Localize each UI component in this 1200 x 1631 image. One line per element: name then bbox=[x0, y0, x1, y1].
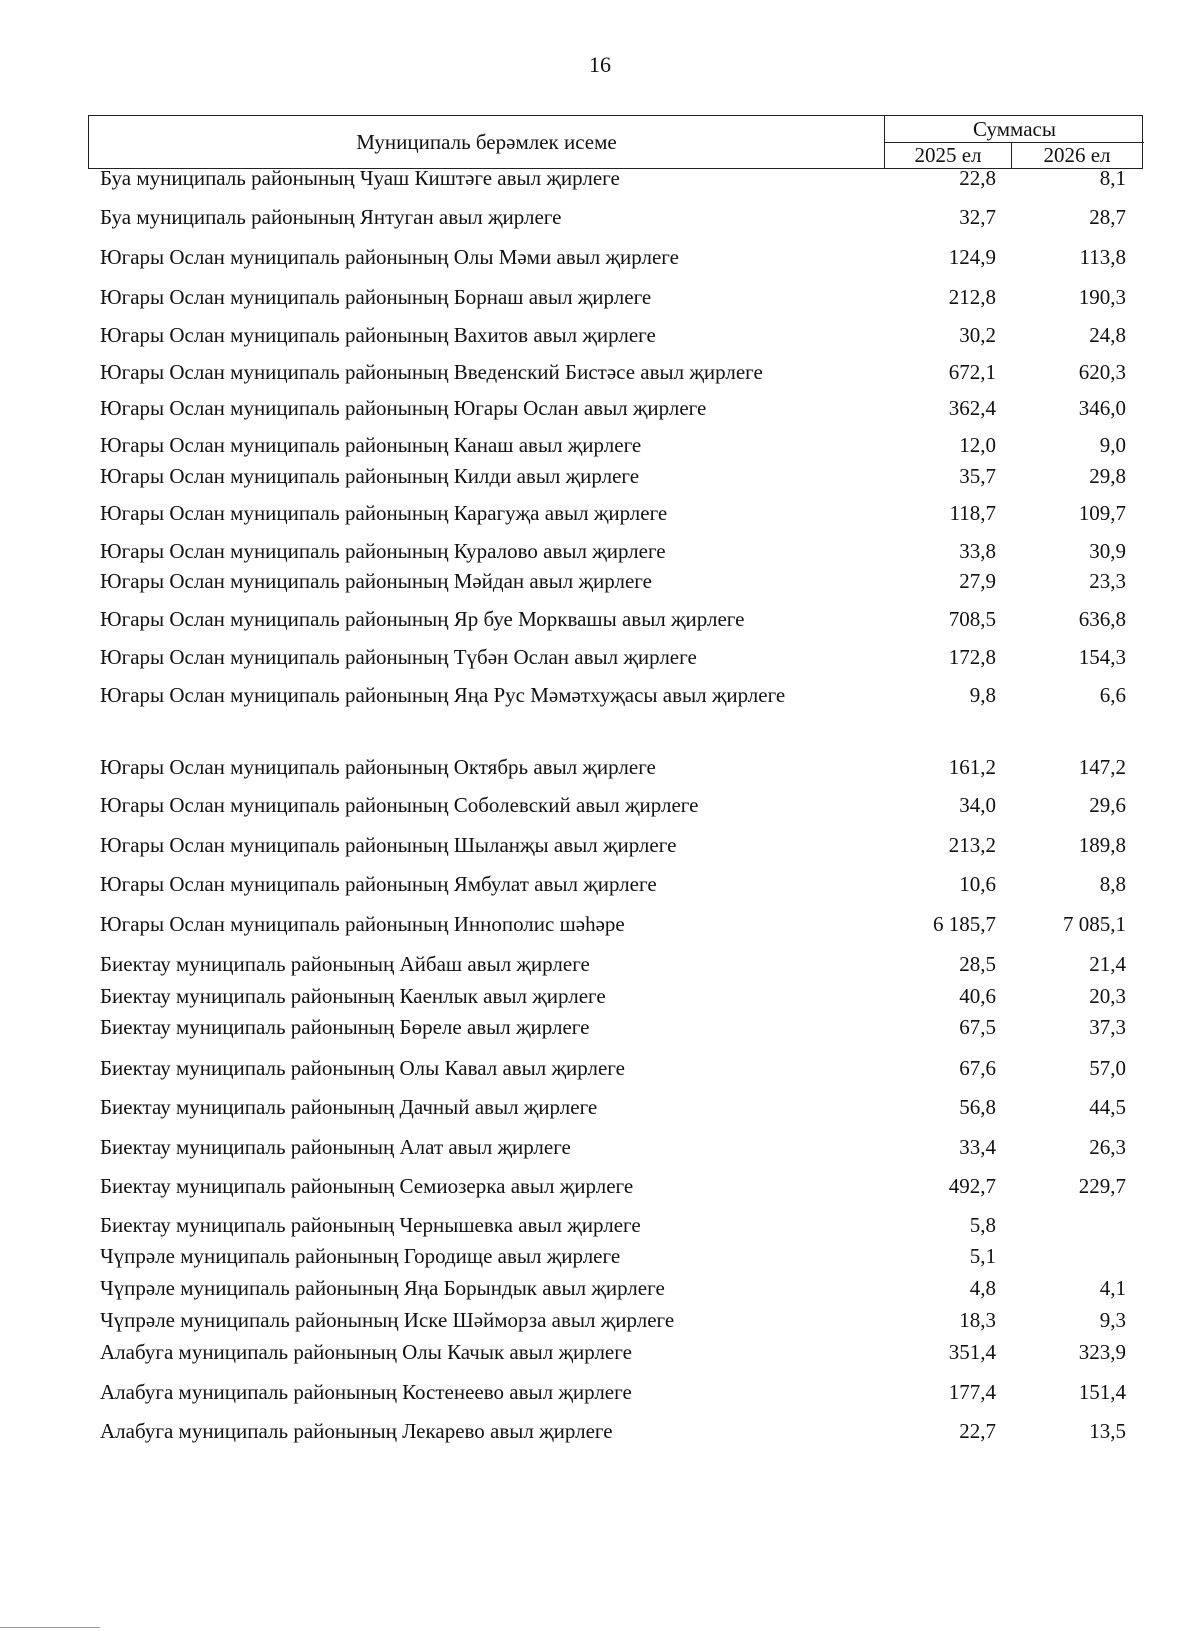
row-name: Югары Ослан муниципаль районының Шыланҗы авыл җирлеге bbox=[100, 833, 677, 857]
row-name: Югары Ослан муниципаль районының Яңа Рус Мәмәтхуҗасы авыл җирлеге bbox=[100, 683, 786, 707]
row-value-2025: 67,6 bbox=[959, 1056, 996, 1080]
row-value-2025: 351,4 bbox=[948, 1340, 996, 1364]
row-name: Биектау муниципаль районының Алат авыл җирлеге bbox=[100, 1135, 571, 1159]
row-name: Биектау муниципаль районының Чернышевка авыл җирлеге bbox=[100, 1213, 641, 1237]
row-name: Югары Ослан муниципаль районының Куралово авыл җирлеге bbox=[100, 539, 666, 563]
row-name: Алабуга муниципаль районының Костенеево авыл җирлеге bbox=[100, 1380, 632, 1404]
row-value-2025: 40,6 bbox=[959, 984, 996, 1008]
row-value-2026: 190,3 bbox=[1078, 285, 1126, 309]
row-value-2025: 161,2 bbox=[948, 755, 996, 779]
row-name: Югары Ослан муниципаль районының Вахитов авыл җирлеге bbox=[100, 323, 656, 347]
row-name: Югары Ослан муниципаль районының Ямбулат авыл җирлеге bbox=[100, 872, 657, 896]
row-name: Чүпрәле муниципаль районының Городище авыл җирлеге bbox=[100, 1244, 621, 1268]
row-value-2026: 229,7 bbox=[1078, 1174, 1126, 1198]
row-value-2026: 147,2 bbox=[1078, 755, 1126, 779]
row-value-2025: 22,7 bbox=[959, 1419, 996, 1443]
row-name: Биектау муниципаль районының Бөреле авыл җирлеге bbox=[100, 1015, 590, 1039]
row-value-2025: 124,9 bbox=[948, 245, 996, 269]
row-name: Биектау муниципаль районының Семиозерка авыл җирлеге bbox=[100, 1174, 634, 1198]
row-value-2026: 8,8 bbox=[1099, 872, 1126, 896]
row-value-2025: 9,8 bbox=[969, 683, 996, 707]
row-name: Югары Ослан муниципаль районының Түбән Ослан авыл җирлеге bbox=[100, 645, 697, 669]
row-name: Югары Ослан муниципаль районының Борнаш авыл җирлеге bbox=[100, 285, 652, 309]
row-value-2025: 35,7 bbox=[959, 464, 996, 488]
row-value-2026: 8,1 bbox=[1099, 166, 1126, 190]
row-value-2025: 672,1 bbox=[948, 360, 996, 384]
row-name: Алабуга муниципаль районының Лекарево авыл җирлеге bbox=[100, 1419, 613, 1443]
row-value-2026: 30,9 bbox=[1089, 539, 1126, 563]
row-value-2026: 189,8 bbox=[1078, 833, 1126, 857]
row-value-2025: 6 185,7 bbox=[933, 912, 996, 936]
row-value-2026: 346,0 bbox=[1078, 396, 1126, 420]
row-name: Югары Ослан муниципаль районының Яр буе Морквашы авыл җирлеге bbox=[100, 607, 745, 631]
row-value-2026: 6,6 bbox=[1099, 683, 1126, 707]
row-value-2025: 28,5 bbox=[959, 952, 996, 976]
row-value-2026: 113,8 bbox=[1079, 245, 1126, 269]
row-value-2025: 34,0 bbox=[959, 793, 996, 817]
row-value-2026: 154,3 bbox=[1078, 645, 1126, 669]
row-name: Биектау муниципаль районының Айбаш авыл җирлеге bbox=[100, 952, 590, 976]
row-value-2026: 109,7 bbox=[1078, 501, 1126, 525]
row-value-2025: 30,2 bbox=[959, 323, 996, 347]
row-name: Буа муниципаль районының Чуаш Киштәге авыл җирлеге bbox=[100, 166, 620, 190]
row-value-2025: 12,0 bbox=[959, 433, 996, 457]
row-value-2025: 22,8 bbox=[959, 166, 996, 190]
row-name: Буа муниципаль районының Янтуган авыл җирлеге bbox=[100, 205, 562, 229]
row-value-2026: 636,8 bbox=[1078, 607, 1126, 631]
row-value-2026: 13,5 bbox=[1089, 1419, 1126, 1443]
row-value-2025: 213,2 bbox=[948, 833, 996, 857]
column-header-2026: 2026 ел bbox=[1043, 143, 1111, 167]
column-header-name: Муниципаль берәмлек исеме bbox=[89, 116, 885, 168]
row-value-2026: 21,4 bbox=[1089, 952, 1126, 976]
page-number: 16 bbox=[589, 52, 611, 77]
row-value-2026: 37,3 bbox=[1089, 1015, 1126, 1039]
row-name: Югары Ослан муниципаль районының Мәйдан авыл җирлеге bbox=[100, 569, 652, 593]
row-value-2026: 620,3 bbox=[1078, 360, 1126, 384]
row-name: Югары Ослан муниципаль районының Олы Мәми авыл җирлеге bbox=[100, 245, 679, 269]
row-value-2026: 20,3 bbox=[1089, 984, 1126, 1008]
row-value-2025: 5,8 bbox=[969, 1213, 996, 1237]
row-value-2025: 27,9 bbox=[959, 569, 996, 593]
row-value-2026: 7 085,1 bbox=[1063, 912, 1126, 936]
row-value-2026: 44,5 bbox=[1089, 1095, 1126, 1119]
row-value-2026: 4,1 bbox=[1099, 1276, 1126, 1300]
row-value-2025: 33,8 bbox=[959, 539, 996, 563]
row-value-2025: 172,8 bbox=[948, 645, 996, 669]
row-value-2026: 151,4 bbox=[1078, 1380, 1126, 1404]
row-name: Биектау муниципаль районының Каенлык авыл җирлеге bbox=[100, 984, 606, 1008]
row-name: Югары Ослан муниципаль районының Соболевский авыл җирлеге bbox=[100, 793, 699, 817]
row-name: Биектау муниципаль районының Олы Кавал авыл җирлеге bbox=[100, 1056, 625, 1080]
row-value-2025: 5,1 bbox=[969, 1244, 996, 1268]
row-value-2025: 212,8 bbox=[948, 285, 996, 309]
table-header bbox=[88, 115, 1143, 169]
row-value-2026: 57,0 bbox=[1089, 1056, 1126, 1080]
row-value-2025: 118,7 bbox=[949, 501, 996, 525]
row-value-2026: 28,7 bbox=[1089, 205, 1126, 229]
row-name: Алабуга муниципаль районының Олы Качык авыл җирлеге bbox=[100, 1340, 632, 1364]
row-name: Югары Ослан муниципаль районының Иннополис шәһәре bbox=[100, 912, 625, 936]
row-value-2026: 29,8 bbox=[1089, 464, 1126, 488]
row-value-2026: 23,3 bbox=[1089, 569, 1126, 593]
row-value-2025: 492,7 bbox=[948, 1174, 996, 1198]
row-name: Чүпрәле муниципаль районының Яңа Борындык авыл җирлеге bbox=[100, 1276, 665, 1300]
row-value-2025: 67,5 bbox=[959, 1015, 996, 1039]
row-value-2025: 33,4 bbox=[959, 1135, 996, 1159]
row-value-2025: 362,4 bbox=[948, 396, 996, 420]
row-name: Чүпрәле муниципаль районының Иске Шәйморза авыл җирлеге bbox=[100, 1308, 675, 1332]
row-value-2026: 323,9 bbox=[1078, 1340, 1126, 1364]
row-value-2026: 9,0 bbox=[1099, 433, 1126, 457]
row-name: Биектау муниципаль районының Дачный авыл җирлеге bbox=[100, 1095, 598, 1119]
row-value-2026: 29,6 bbox=[1089, 793, 1126, 817]
row-name: Югары Ослан муниципаль районының Югары Ослан авыл җирлеге bbox=[100, 396, 707, 420]
column-header-2025: 2025 ел bbox=[885, 143, 1012, 168]
row-value-2025: 32,7 bbox=[959, 205, 996, 229]
page-edge-mark bbox=[0, 1627, 100, 1629]
row-name: Югары Ослан муниципаль районының Килди авыл җирлеге bbox=[100, 464, 640, 488]
column-header-sum: Суммасы bbox=[885, 116, 1144, 143]
row-value-2025: 10,6 bbox=[959, 872, 996, 896]
row-value-2025: 4,8 bbox=[969, 1276, 996, 1300]
row-value-2025: 56,8 bbox=[959, 1095, 996, 1119]
row-name: Югары Ослан муниципаль районының Канаш авыл җирлеге bbox=[100, 433, 642, 457]
row-value-2026: 9,3 bbox=[1099, 1308, 1126, 1332]
row-name: Югары Ослан муниципаль районының Введенский Бистәсе авыл җирлеге bbox=[100, 360, 763, 384]
row-name: Югары Ослан муниципаль районының Октябрь авыл җирлеге bbox=[100, 755, 656, 779]
row-value-2026: 24,8 bbox=[1089, 323, 1126, 347]
row-value-2026: 26,3 bbox=[1089, 1135, 1126, 1159]
row-name: Югары Ослан муниципаль районының Карагуҗа авыл җирлеге bbox=[100, 501, 668, 525]
row-value-2025: 708,5 bbox=[948, 607, 996, 631]
row-value-2025: 18,3 bbox=[959, 1308, 996, 1332]
row-value-2025: 177,4 bbox=[948, 1380, 996, 1404]
